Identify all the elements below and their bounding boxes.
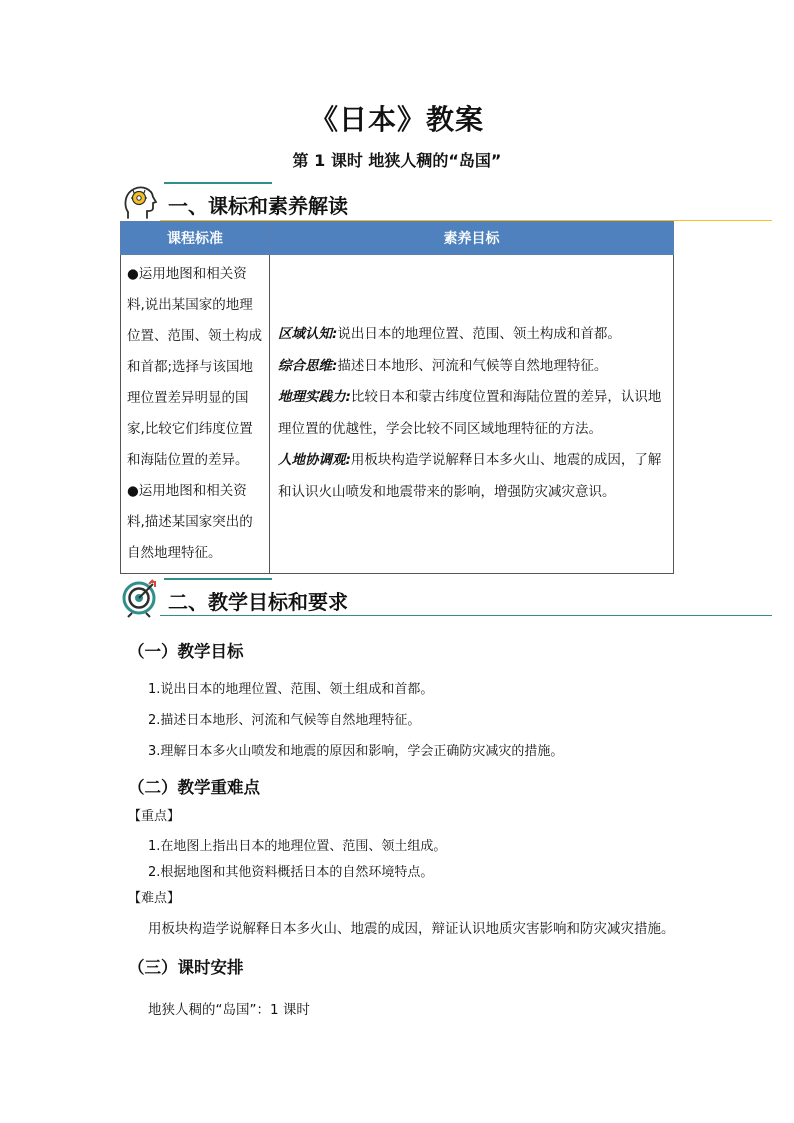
goal-text: 说出日本的地理位置、范围、领土构成和首都。 <box>337 326 621 342</box>
part-3-heading: （三）课时安排 <box>128 958 244 977</box>
standard-line: 料,说出某国家的地理 <box>127 297 253 313</box>
list-item: 1.在地图上指出日本的地理位置、范围、领土组成。 <box>148 839 447 854</box>
section-2-header <box>120 578 772 618</box>
goal-text: 描述日本地形、河流和气候等自然地理特征。 <box>337 357 608 374</box>
standard-line: 理位置差异明显的国 <box>127 390 249 406</box>
goal-term: 人地协调观: <box>278 452 351 468</box>
schedule-text: 地狭人稠的“岛国”：1 课时 <box>148 1002 310 1018</box>
standards-cell <box>121 255 270 574</box>
standards-table <box>120 221 674 574</box>
section-1-heading: 一、课标和素养解读 <box>168 194 348 218</box>
standard-line: ●运用地图和相关资 <box>127 266 247 282</box>
head-gear-icon <box>120 182 160 222</box>
goal-text: 比较日本和蒙古纬度位置和海陆位置的差异，认识地理位置的优越性，学会比较不同区域地理特征的方法。 <box>278 389 662 437</box>
list-item: 1.说出日本的地理位置、范围、领土组成和首都。 <box>148 682 434 697</box>
section-2-divider <box>160 615 772 616</box>
goal-item <box>278 351 667 383</box>
part-1-heading: （一）教学目标 <box>128 642 244 661</box>
standard-line: 和海陆位置的差异。 <box>127 452 249 468</box>
table-row <box>121 255 674 574</box>
goal-item <box>278 319 667 351</box>
goal-text: 用板块构造学说解释日本多火山、地震的成因，了解和认识火山喷发和地震带来的影响，增强防灾减灾意识。 <box>278 452 662 500</box>
difficult-points-text: 用板块构造学说解释日本多火山、地震的成因，辩证认识地质灾害影响和防灾减灾措施。 <box>148 921 675 937</box>
goal-term: 区域认知: <box>278 326 338 342</box>
difficult-points-label: 【难点】 <box>128 891 181 906</box>
section-2-accent-line <box>164 578 272 580</box>
lesson-subtitle: 第 1 课时 地狭人稠的“岛国” <box>292 151 502 170</box>
list-item: 3.理解日本多火山喷发和地震的原因和影响，学会正确防灾减灾的措施。 <box>148 744 564 759</box>
section-1-header <box>120 182 772 222</box>
table-header-row <box>121 222 674 255</box>
section-2-heading: 二、教学目标和要求 <box>168 590 348 614</box>
column-header-standard: 课程标准 <box>121 222 270 255</box>
standard-line: 家,比较它们纬度位置 <box>127 421 253 437</box>
list-item: 2.根据地图和其他资料概括日本的自然环境特点。 <box>148 865 434 880</box>
document-title: 《日本》教案 <box>309 103 484 136</box>
standard-line: 位置、范围、领土构成 <box>127 328 262 344</box>
goal-term: 综合思维: <box>278 357 338 374</box>
standard-line: ●运用地图和相关资 <box>127 483 247 499</box>
column-header-goals: 素养目标 <box>270 222 674 255</box>
section-1-accent-line <box>164 182 272 184</box>
standard-line: 自然地理特征。 <box>127 545 222 561</box>
list-item: 2.描述日本地形、河流和气候等自然地理特征。 <box>148 713 421 728</box>
standard-line: 料,描述某国家突出的 <box>127 514 253 530</box>
target-icon <box>120 578 160 618</box>
goal-item <box>278 445 667 508</box>
part-2-heading: （二）教学重难点 <box>128 778 260 797</box>
goals-cell <box>270 255 674 574</box>
standard-line: 和首都;选择与该国地 <box>127 359 254 375</box>
key-points-label: 【重点】 <box>128 809 181 824</box>
goal-term: 地理实践力: <box>278 389 351 405</box>
goal-item <box>278 382 667 445</box>
